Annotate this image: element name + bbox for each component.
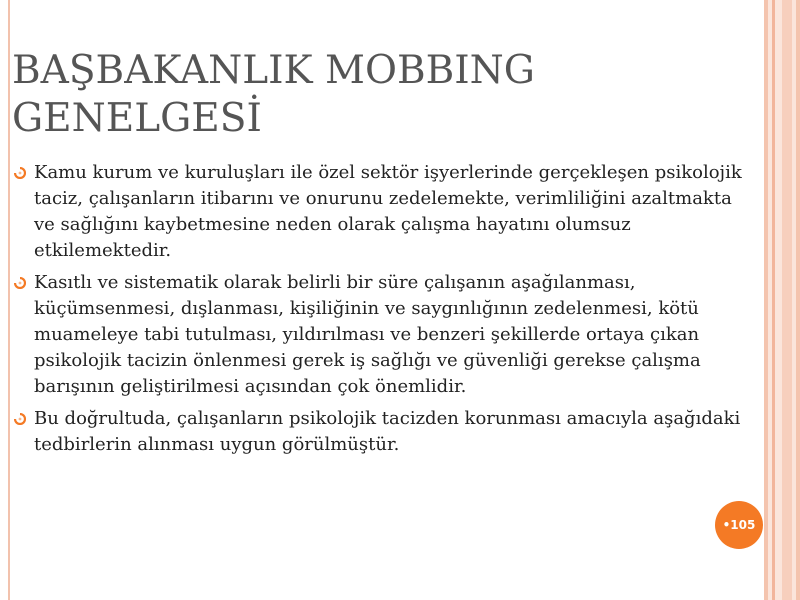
right-decorative-band [764,0,800,600]
bullet-item [14,270,754,400]
bullet-text: Kasıtlı ve sistematik olarak belirli bir süre çalışanın aşağılanması, küçümsenmesi, dışlanması, kişiliğinin ve saygınlığının zedelenmesi, kötü muameleye tabi tutulması, yıldırılması ve benzeri şekillerde ortaya çıkan psikolojik tacizin önlenmesi gerek iş sağlığı ve güvenliği gerekse çalışma barışının geliştirilmesi açısından çok önemlidir. [34,272,701,397]
left-decorative-rule [8,0,10,600]
page-number-badge: •105 [715,501,763,549]
band-stripe [772,0,775,600]
bullet-item [14,160,754,264]
bullet-list [14,160,754,464]
orange-circle-bullet-icon [14,413,26,425]
slide-title: BAŞBAKANLIK MOBBING GENELGESİ [12,48,535,141]
orange-circle-bullet-icon [14,277,26,289]
bullet-text: Bu doğrultuda, çalışanların psikolojik tacizden korunması amacıyla aşağıdaki tedbirlerin alınması uygun görülmüştür. [34,408,741,455]
band-stripe [764,0,768,600]
orange-circle-bullet-icon [14,167,26,179]
band-stripe [782,0,792,600]
bullet-text: Kamu kurum ve kuruluşları ile özel sektör işyerlerinde gerçekleşen psikolojik taciz, çalışanların itibarını ve onurunu zedelemekte, verimliliğini azaltmakta ve sağlığını kaybetmesine neden olarak çalışma hayatını olumsuz etkilemektedir. [34,162,742,261]
bullet-item [14,406,754,458]
band-stripe [796,0,800,600]
